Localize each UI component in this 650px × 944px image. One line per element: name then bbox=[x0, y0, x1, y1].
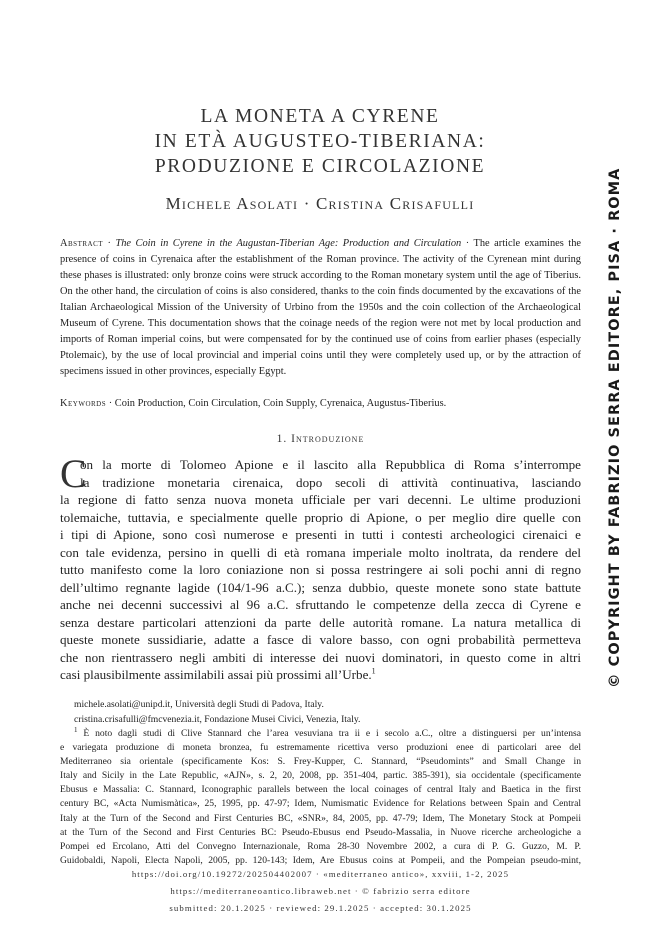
footnote bbox=[60, 727, 581, 868]
footnote-reference[interactable]: 1 bbox=[371, 666, 376, 676]
keywords bbox=[60, 396, 581, 412]
footnote-line bbox=[60, 727, 581, 741]
body-line: anche nei decenni successivi al 96 a.C. sfruttando le competenze della zecca di Cyrene e bbox=[60, 597, 581, 612]
title-line: PRODUZIONE E CIRCOLAZIONE bbox=[154, 156, 486, 177]
footnote-line: Italy at the Turn of the Second and First Centuries BC, «SNR», 84, 2005, pp. 47-79; Idem, The Monetary Stock at Pompeii bbox=[60, 812, 581, 824]
body-line: con tale evidenza, persino in quelli di età romana imperiale molto inoltrata, da rendere del bbox=[60, 544, 581, 560]
body-line: on la morte di Tolomeo Apione e il lascito alla Repubblica di Roma s’interrompe bbox=[80, 457, 581, 472]
body-line: senza destare particolari attenzioni da parte delle autorità romane. La natura metallica di bbox=[60, 614, 581, 630]
footnote-line: Mediterraneo sia orientale (specificamente Kos: S. Frey-Kupper, C. Stannard, “Pseudomints” and Small Change in bbox=[60, 756, 581, 768]
article-authors: Michele Asolati · Cristina Crisafulli bbox=[165, 194, 475, 213]
body-line: la tradizione monetaria cirenaica, dopo secoli di attività continuativa, lasciando bbox=[80, 474, 581, 490]
keywords-text: · Coin Production, Coin Circulation, Coin Supply, Cyrenaica, Augustus-Tiberius. bbox=[106, 398, 447, 409]
body-line: la regione di fatto senza nuova moneta ufficiale per vari decenni. Le ultime produzioni bbox=[60, 492, 581, 507]
body-line: tutto manifesto come la loro coniazione non si possa restringere ai soli pochi anni di regno bbox=[60, 562, 581, 577]
body-text bbox=[60, 451, 581, 684]
footer-dates-line: submitted: 20.1.2025 · reviewed: 29.1.2025 · accepted: 30.1.2025 bbox=[169, 903, 472, 913]
footnote-line: Italy and Sicily in the Late Republic, «AJN», s. 2, 20, 2008, pp. 351-404, partic. 385-391), sia occidentale (specificamente bbox=[60, 770, 581, 782]
footnote-line: Ebusus e Massalia: C. Stannard, Iconographic parallels between the local coinages of central Italy and Baetica in the first bbox=[60, 784, 581, 796]
section-heading: 1. Introduzione bbox=[276, 433, 365, 445]
footer-doi-line[interactable]: https://doi.org/10.19272/202504402007 · «mediterraneo antico», xxviii, 1-2, 2025 bbox=[131, 869, 510, 879]
footnote-line: at the Turn of the Second and First Centuries BC: Pseudo-Ebusus end Pseudo-Massalia, in Nuove ricerche archeologiche a bbox=[60, 826, 581, 838]
body-line: che non rientrassero negli ambiti di interesse dei nuovi dominatori, in questo come in altri bbox=[60, 649, 581, 665]
footer-site-line[interactable]: https://mediterraneoantico.libraweb.net · © fabrizio serra editore bbox=[170, 886, 471, 896]
abstract-label: Abstract bbox=[60, 238, 104, 249]
footnote-line: century BC, «Acta Numismàtica», 25, 1995, pp. 47-97; Idem, Numismatic Evidence for Relations between Spain and Central bbox=[60, 798, 581, 810]
title-line: IN ETÀ AUGUSTEO-TIBERIANA: bbox=[154, 131, 486, 152]
body-line: queste monete sussidiarie, adatte a fasce di valore basso, con ogni probabilità permetteva bbox=[60, 632, 581, 647]
author-contacts bbox=[74, 697, 574, 727]
contact-line: cristina.crisafulli@fmcvenezia.it, Fondazione Musei Civici, Venezia, Italy. bbox=[74, 714, 361, 725]
footnote-number: 1 bbox=[74, 727, 78, 734]
abstract-text: · The article examines the presence of coins in Cyrenaica after the establishment of the Roman province. The activity of the Cyrenean mint during these phases is illustrated: only bronze coins were struck according to the Roman monetary system until the age of Tiberius. On the other hand, the circulation of coins is also considered, thanks to the coin finds documented by the excavations of the Italian Archaeological Mission of the University of Urbino from the 1950s and the coin collection of the Archaeological Museum of Cyrene. This documentation shows that the coinage needs of the region were not met by local production and imports of Roman imperial coins, but were compensated for by the continued use of coins from earlier phases (especially Ptolemaic), by the use of local provincial and imperial coins until they were completely used up, or by the attraction of specimens issued in other provinces, especially Egypt. bbox=[60, 238, 581, 377]
body-line: tolemaiche, tuttavia, e specialmente quelle proprio di Apione, o per meglio dire quelle con bbox=[60, 509, 581, 525]
body-line: i tipi di Apione, sono così numerose e presenti in tutti i contesti archeologici cirenaici e bbox=[60, 527, 581, 542]
footnote-line-text: È noto dagli studi di Clive Stannard che l’area vesuviana tra ii e i secolo a.C., oltre a distinguersi per un’intensa bbox=[83, 728, 581, 739]
keywords-label: Keywords bbox=[60, 398, 107, 409]
body-line-last bbox=[60, 666, 581, 684]
body-line: dell’ultimo regnante lagide (104/1-96 a.C.); senza dubbio, queste monete sono state battute bbox=[60, 579, 581, 595]
drop-cap: C bbox=[60, 451, 87, 496]
footnote-line: e variegata produzione di moneta bronzea, fu estremamente ricettiva verso produzioni enee di particolari aree del bbox=[60, 742, 581, 754]
copyright-notice: © COPYRIGHT BY FABRIZIO SERRA EDITORE, PISA · ROMA bbox=[607, 167, 623, 688]
abstract-english-title: The Coin in Cyrene in the Augustan-Tiberian Age: Production and Circulation bbox=[115, 238, 462, 249]
title-line: LA MONETA A CYRENE bbox=[200, 106, 440, 127]
contact-line: michele.asolati@unipd.it, Università degli Studi di Padova, Italy. bbox=[74, 699, 324, 710]
footnote-line: Guidobaldi, Napoli, Electa Napoli, 2005, pp. 120-143; Idem, Are Ebusus coins at Pompeii, and the Pompeian pseudo-mint, bbox=[60, 854, 581, 866]
abstract-separator: · bbox=[103, 238, 116, 249]
body-line-text: casi plausibilmente assimilabili assai più prossimi all’Urbe. bbox=[60, 667, 372, 682]
footnote-line: Pompei ed Ercolano, Atti del Convegno Internazionale, Roma 28-30 Novembre 2002, a cura di P. G. Guzzo, M. P. bbox=[60, 840, 581, 852]
abstract bbox=[60, 236, 581, 380]
article-title bbox=[60, 104, 580, 179]
